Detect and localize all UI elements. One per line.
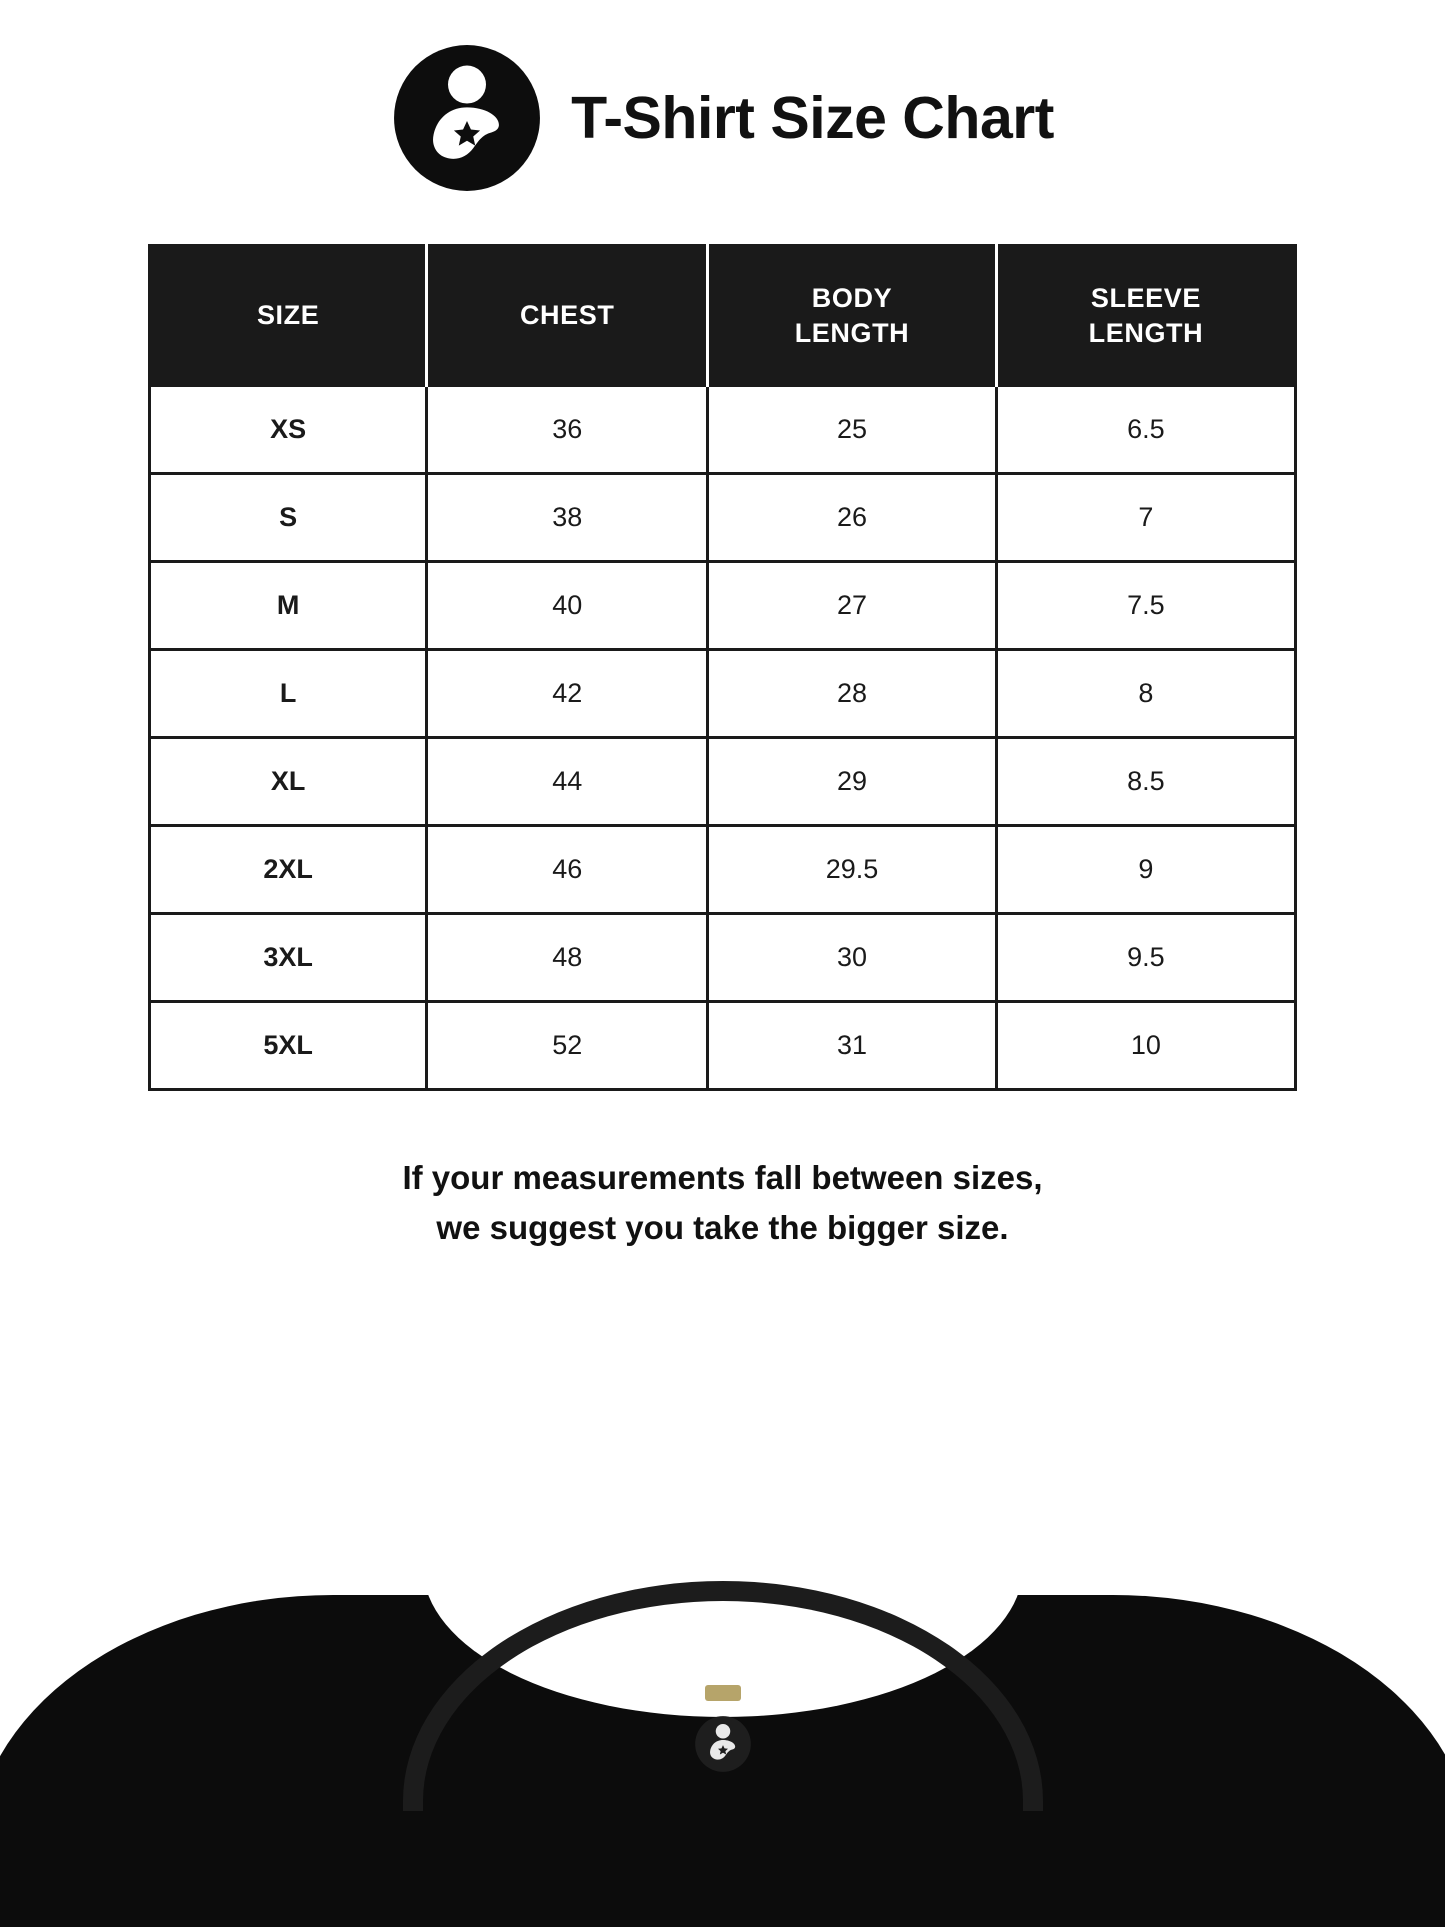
tshirt-photo	[0, 1567, 1445, 1927]
column-header-size: SIZE	[150, 246, 427, 386]
sizing-note-line1: If your measurements fall between sizes,	[402, 1159, 1043, 1196]
cell-size: S	[150, 474, 427, 562]
cell-body-length: 31	[708, 1002, 997, 1090]
cell-size: 3XL	[150, 914, 427, 1002]
page-header	[0, 0, 1445, 194]
column-header-sleeve-length	[996, 246, 1295, 386]
table-row	[150, 914, 1296, 1002]
table-header	[150, 246, 1296, 386]
column-header-body-length	[708, 246, 997, 386]
cell-sleeve-length: 10	[996, 1002, 1295, 1090]
cell-body-length: 25	[708, 386, 997, 474]
cell-body-length: 29.5	[708, 826, 997, 914]
brand-person-logo-icon	[694, 1715, 752, 1773]
cell-size: M	[150, 562, 427, 650]
cell-sleeve-length: 8	[996, 650, 1295, 738]
cell-sleeve-length: 9.5	[996, 914, 1295, 1002]
sizing-note	[0, 1153, 1445, 1252]
column-header-chest: CHEST	[427, 246, 708, 386]
cell-chest: 40	[427, 562, 708, 650]
cell-body-length: 27	[708, 562, 997, 650]
column-header-sleeve-length-line2: LENGTH	[1088, 317, 1204, 348]
cell-body-length: 30	[708, 914, 997, 1002]
table-row	[150, 738, 1296, 826]
table-row	[150, 474, 1296, 562]
sizing-note-line2: we suggest you take the bigger size.	[436, 1208, 1009, 1246]
table-body	[150, 386, 1296, 1090]
table-header-row	[150, 246, 1296, 386]
table-row	[150, 386, 1296, 474]
table-row	[150, 1002, 1296, 1090]
cell-size: XS	[150, 386, 427, 474]
cell-body-length: 26	[708, 474, 997, 562]
cell-size: 5XL	[150, 1002, 427, 1090]
table-row	[150, 826, 1296, 914]
page-title: T-Shirt Size Chart	[571, 85, 1054, 151]
size-table	[148, 244, 1297, 1091]
cell-chest: 48	[427, 914, 708, 1002]
cell-chest: 44	[427, 738, 708, 826]
cell-sleeve-length: 7	[996, 474, 1295, 562]
cell-sleeve-length: 6.5	[996, 386, 1295, 474]
cell-size: 2XL	[150, 826, 427, 914]
cell-body-length: 29	[708, 738, 997, 826]
cell-sleeve-length: 8.5	[996, 738, 1295, 826]
cell-sleeve-length: 9	[996, 826, 1295, 914]
cell-body-length: 28	[708, 650, 997, 738]
cell-chest: 38	[427, 474, 708, 562]
brand-person-logo-icon	[391, 42, 543, 194]
cell-chest: 52	[427, 1002, 708, 1090]
cell-size: L	[150, 650, 427, 738]
cell-size: XL	[150, 738, 427, 826]
cell-chest: 46	[427, 826, 708, 914]
table-row	[150, 562, 1296, 650]
table-row	[150, 650, 1296, 738]
column-header-body-length-line1: BODY	[811, 282, 893, 313]
column-header-body-length-line2: LENGTH	[794, 317, 910, 348]
cell-chest: 42	[427, 650, 708, 738]
cell-chest: 36	[427, 386, 708, 474]
cell-sleeve-length: 7.5	[996, 562, 1295, 650]
hang-loop-tag-icon	[705, 1685, 741, 1701]
column-header-sleeve-length-line1: SLEEVE	[1090, 282, 1201, 313]
size-table-wrapper	[148, 244, 1297, 1091]
